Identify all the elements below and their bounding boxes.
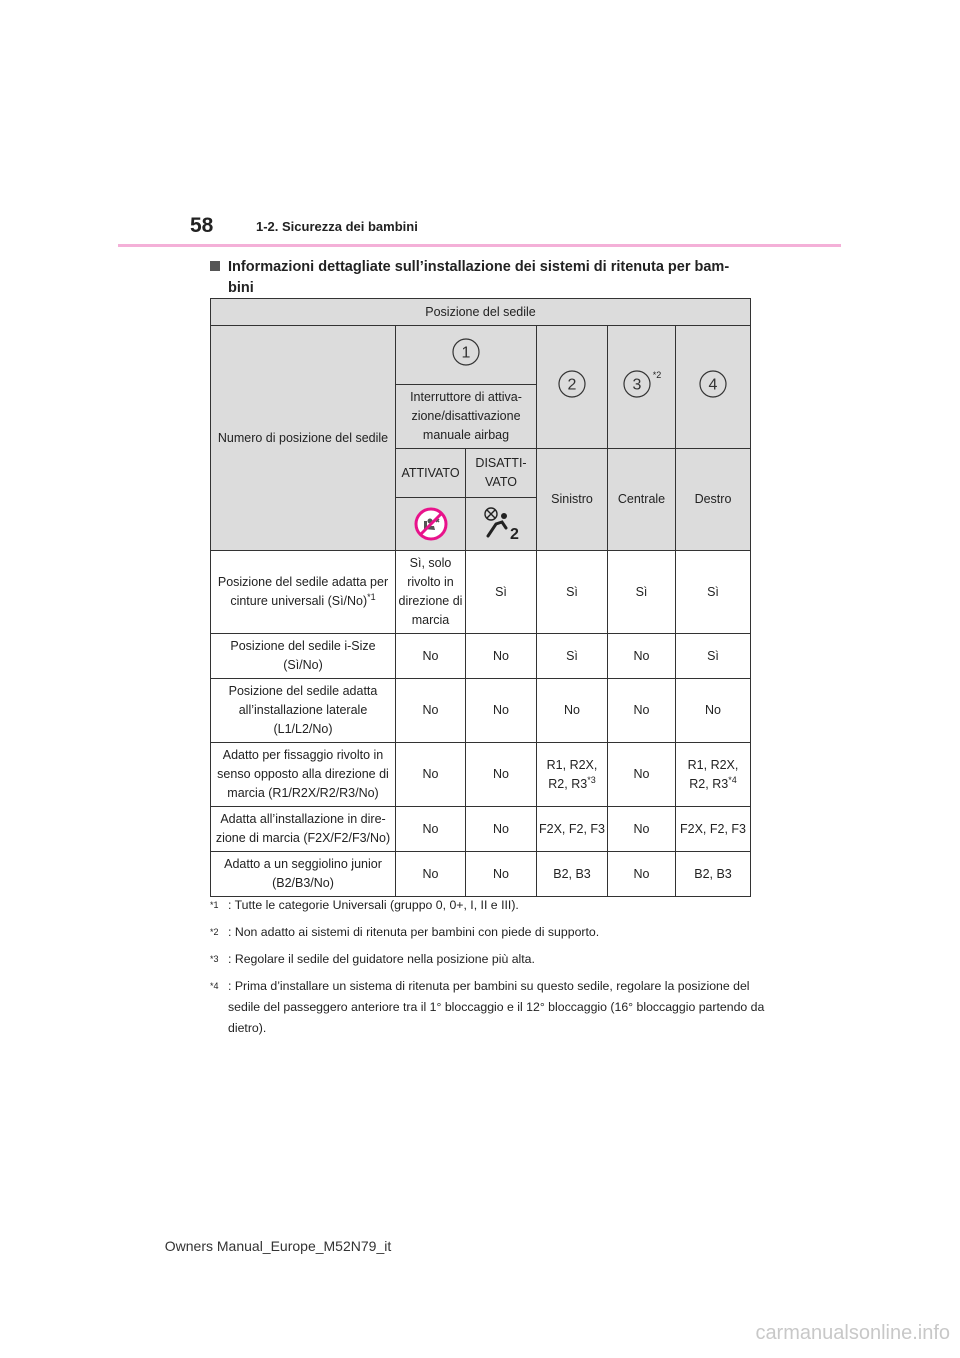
table-cell: No	[396, 852, 466, 897]
heading-line1: Informazioni dettagliate sull’installazione dei sistemi di ritenuta per bam-	[228, 259, 730, 275]
position-2-number: 2	[567, 376, 577, 394]
footnote-mark: *3	[587, 774, 596, 785]
footnote-text: : Prima d’installare un sistema di ritenuta per bambini su questo sedile, regolare la posizione del sedile del passeggero anteriore tra il 1° bloccaggio e il 12° bloccaggio (16° bloccaggio partendo da dietro).	[228, 979, 765, 1036]
position-4-icon	[698, 369, 728, 399]
side-label-center: Centrale	[608, 449, 676, 551]
table-cell: B2, B3	[676, 852, 751, 897]
table-row	[211, 807, 751, 852]
airbag-off-icon-cell	[396, 498, 466, 551]
table-cell: Sì	[466, 551, 537, 634]
table-cell: No	[396, 807, 466, 852]
airbag-switch-label: Interruttore di attiva-zione/disattivazione manuale airbag	[396, 385, 537, 449]
position-1-number: 1	[461, 344, 471, 362]
table-row	[211, 743, 751, 807]
footnote-mark: *1	[210, 900, 219, 910]
table-cell: No	[466, 679, 537, 743]
position-4-cell	[676, 326, 751, 449]
footnote-mark: *2	[210, 927, 219, 938]
table-cell: No	[608, 807, 676, 852]
table-header-title: Posizione del sedile	[211, 299, 751, 326]
table-cell: F2X, F2, F3	[676, 807, 751, 852]
table-cell: No	[466, 634, 537, 679]
row-label: Adatta all’installazione in dire-zione di marcia (F2X/F2/F3/No)	[211, 807, 396, 852]
table-cell: Sì	[676, 634, 751, 679]
row-label: Adatto a un seggiolino junior (B2/B3/No)	[211, 852, 396, 897]
footnote-item	[210, 949, 770, 974]
manual-name: Owners Manual_Europe_M52N79_it	[164, 1238, 392, 1254]
airbag-off-child-seat-icon	[414, 507, 448, 541]
row-label: Posizione del sedile i-Size (Sì/No)	[211, 634, 396, 679]
table-cell: Sì	[608, 551, 676, 634]
table-row	[211, 551, 751, 634]
row-label-header: Numero di posizione del sedile	[211, 326, 396, 551]
footnotes	[210, 895, 770, 1041]
footnote-item	[210, 976, 770, 1039]
square-bullet-icon	[210, 261, 220, 271]
page-number: 58	[190, 214, 214, 237]
attivato-label: ATTIVATO	[396, 449, 466, 498]
section-title: 1-2. Sicurezza dei bambini	[256, 219, 418, 234]
footnote-text: : Regolare il sedile del guidatore nella posizione più alta.	[228, 952, 535, 967]
table-cell	[676, 743, 751, 807]
table-cell: No	[537, 679, 608, 743]
position-1-cell	[396, 326, 537, 385]
side-label-right: Destro	[676, 449, 751, 551]
table-cell: F2X, F2, F3	[537, 807, 608, 852]
table-cell: No	[466, 852, 537, 897]
table-cell-text: R1, R2X, R2, R3	[546, 757, 598, 791]
table-row	[211, 852, 751, 897]
page-footer	[0, 1238, 960, 1254]
table-cell: No	[608, 743, 676, 807]
watermark: carmanualsonline.info	[755, 1322, 950, 1344]
disattivato-label: DISATTI-VATO	[466, 449, 537, 498]
header-divider	[118, 244, 841, 247]
position-3-icon	[622, 369, 652, 399]
position-3-cell	[608, 326, 676, 449]
table-cell: Sì	[676, 551, 751, 634]
footnote-item	[210, 922, 770, 947]
passenger-2-airbag-icon	[482, 506, 520, 542]
row-label-text: Posizione del sedile adatta per cinture universali (Sì/No)	[217, 575, 389, 608]
table-cell: Sì	[537, 634, 608, 679]
footnote-item	[210, 895, 770, 920]
footnote-mark: *4	[728, 774, 737, 785]
table-cell: No	[396, 679, 466, 743]
footnote-mark: *3	[210, 954, 219, 965]
table-cell	[537, 743, 608, 807]
position-3-footnote-mark: *2	[652, 370, 662, 380]
table-cell: B2, B3	[537, 852, 608, 897]
heading-line2: bini	[228, 280, 254, 296]
footnote-mark: *4	[210, 981, 219, 992]
subsection-heading	[210, 257, 750, 299]
table-cell: No	[676, 679, 751, 743]
table-row	[211, 679, 751, 743]
position-1-icon	[451, 337, 481, 367]
row-label	[211, 551, 396, 634]
footnote-mark: *1	[367, 591, 376, 602]
row-label: Posizione del sedile adatta all’installazione laterale (L1/L2/No)	[211, 679, 396, 743]
table-cell-text: R1, R2X, R2, R3	[687, 757, 739, 791]
table-cell: Sì	[537, 551, 608, 634]
seat-position-table	[210, 298, 751, 897]
table-row	[211, 634, 751, 679]
side-label-left: Sinistro	[537, 449, 608, 551]
table-cell: No	[608, 634, 676, 679]
position-3-number: 3	[632, 376, 642, 394]
table-cell: No	[396, 743, 466, 807]
position-4-number: 4	[708, 376, 718, 394]
table-cell: Sì, solo rivolto in direzione di marcia	[396, 551, 466, 634]
table-cell: No	[466, 743, 537, 807]
table-cell: No	[608, 679, 676, 743]
position-2-icon	[557, 369, 587, 399]
position-2-cell	[537, 326, 608, 449]
table-cell: No	[608, 852, 676, 897]
table-cell: No	[466, 807, 537, 852]
svg-text:2: 2	[510, 526, 519, 542]
table-cell: No	[396, 634, 466, 679]
footnote-text: : Non adatto ai sistemi di ritenuta per bambini con piede di supporto.	[228, 925, 600, 940]
row-label: Adatto per fissaggio rivolto in senso opposto alla direzione di marcia (R1/R2X/R2/R3/No)	[211, 743, 396, 807]
passenger-airbag-icon-cell	[466, 498, 537, 551]
footnote-text: : Tutte le categorie Universali (gruppo 0, 0+, I, II e III).	[228, 898, 519, 912]
